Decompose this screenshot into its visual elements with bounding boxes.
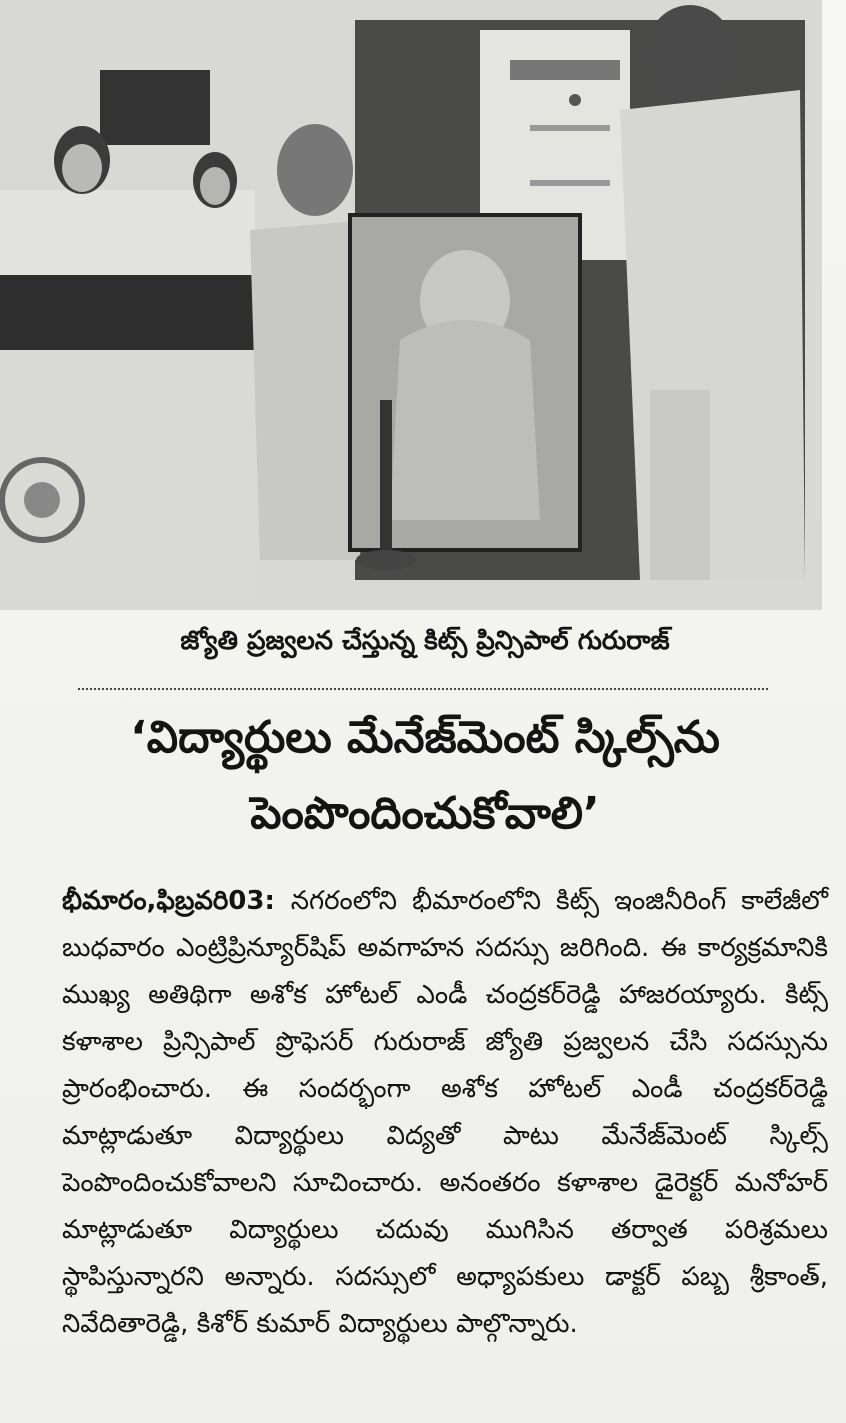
event-photo [0, 0, 822, 610]
headline [60, 700, 790, 852]
dotted-divider [78, 688, 768, 690]
article-dateline: భీమారం,ఫిబ్రవరి03: [62, 886, 291, 916]
article-text: నగరంలోని భీమారంలోని కిట్స్ ఇంజినీరింగ్ కాలేజీలో బుధవారం ఎంట్రిప్రిన్యూర్‌షిప్ అవగాహన సదస్సు జరిగింది. ఈ కార్యక్రమానికి ముఖ్య అతిథిగా అశోక హోటల్ ఎండీ చంద్రకర్‌రెడ్డి హాజరయ్యారు. కిట్స్ కళాశాల ప్రిన్సిపాల్ ప్రొఫెసర్ గురురాజ్ జ్యోతి ప్రజ్వలన చేసి సదస్సును ప్రారంభించారు. ఈ సందర్భంగా అశోక హోటల్ ఎండీ చంద్రకర్‌రెడ్డి మాట్లాడుతూ విద్యార్థులు విద్యతో పాటు మేనేజ్‌మెంట్ స్కిల్స్ పెంపొందించుకోవాలని సూచించారు. అనంతరం కళాశాల డైరెక్టర్ మనోహర్ మాట్లాడుతూ విద్యార్థులు చదువు ముగిసిన తర్వాత పరిశ్రమలు స్థాపిస్తున్నారని అన్నారు. సదస్సులో అధ్యాపకులు డాక్టర్ పబ్బ శ్రీకాంత్, నివేదితారెడ్డి, కిశోర్ కుమార్ విద్యార్థులు పాల్గొన్నారు. [62, 886, 828, 1339]
headline-line-2: పెంపొందించుకోవాలి’ [250, 788, 600, 839]
headline-line-1: ‘విద్యార్థులు మేనేజ్‌మెంట్ స్కిల్స్‌ను [130, 712, 720, 763]
article-body [62, 878, 828, 1408]
photo-caption: జ్యోతి ప్రజ్వలన చేస్తున్న కిట్స్ ప్రిన్సిపాల్ గురురాజ్ [180, 626, 670, 656]
